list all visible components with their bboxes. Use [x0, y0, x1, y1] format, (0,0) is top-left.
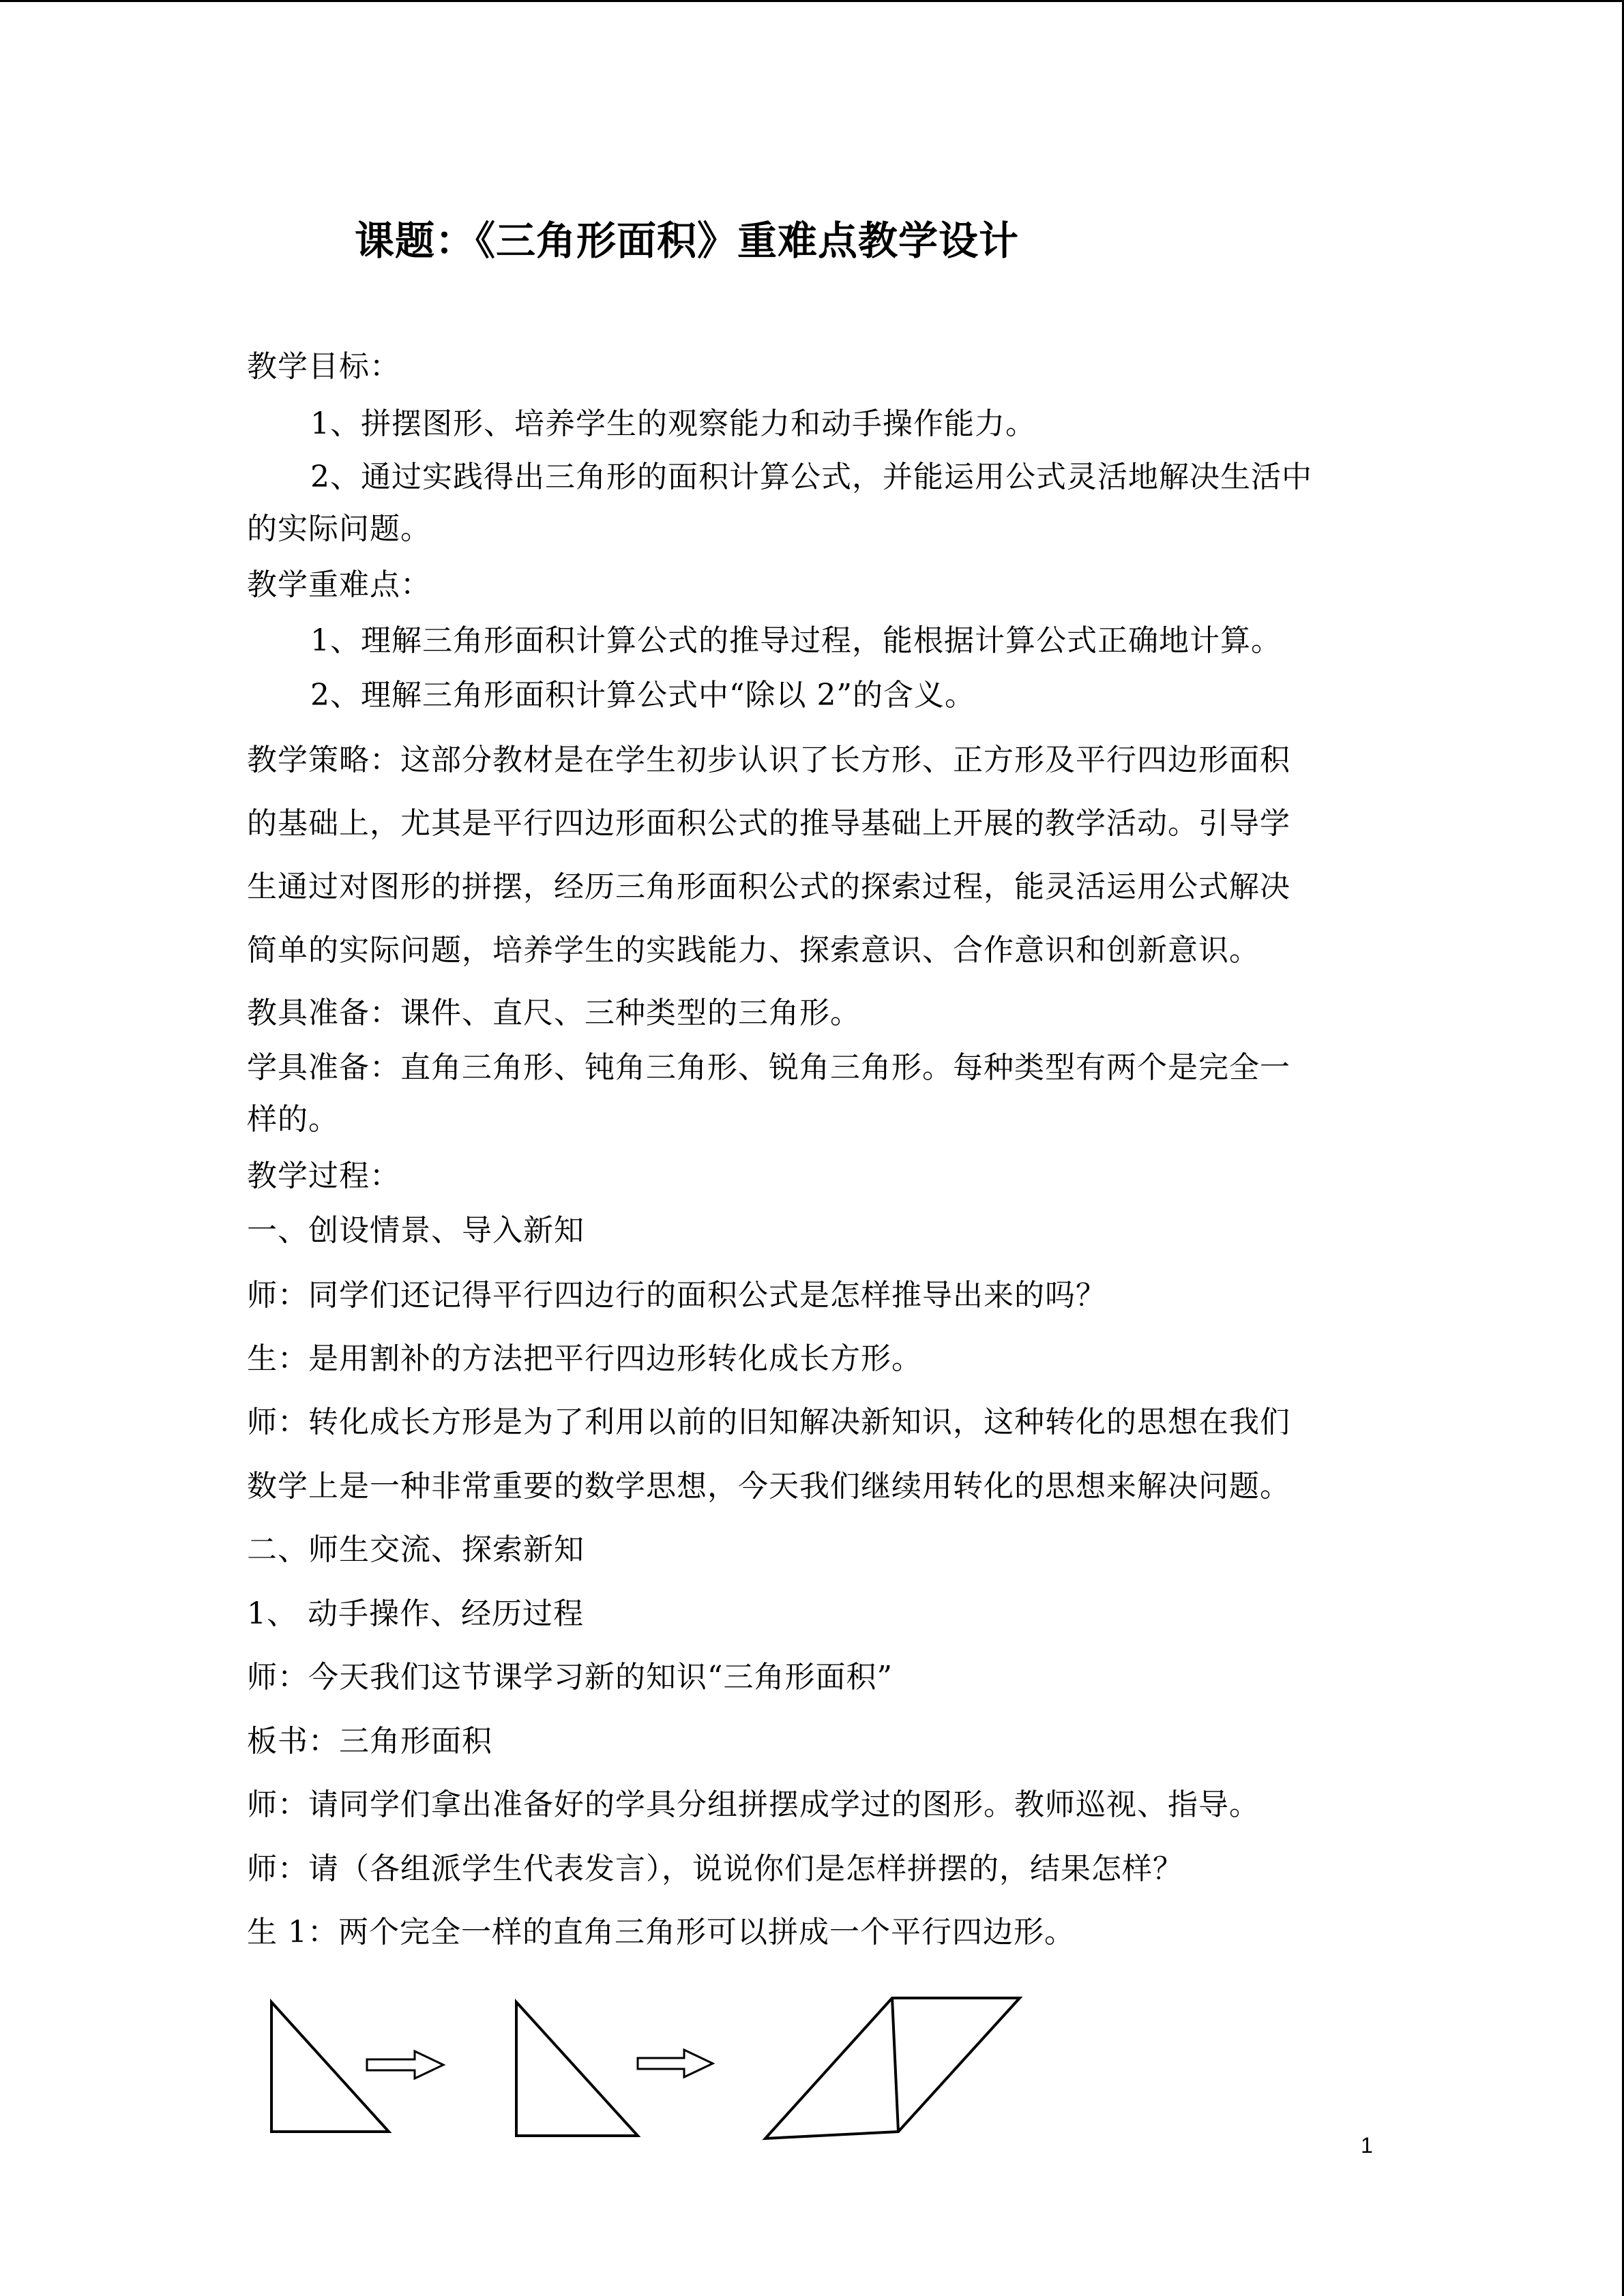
arrow-right-icon: [638, 2050, 713, 2077]
triangle-assembly-figure: [259, 1978, 1078, 2155]
dialogue-line-4: 师：今天我们这节课学习新的知识“三角形面积”: [247, 1660, 893, 1695]
keypoint-item-1: 1、理解三角形面积计算公式的推导过程，能根据计算公式正确地计算。: [310, 623, 1282, 658]
page-border-top: [0, 0, 1624, 2]
page-title: 课题：《三角形面积》重难点教学设计: [355, 218, 1020, 264]
teaching-aids: 教具准备：课件、直尺、三种类型的三角形。: [247, 996, 861, 1030]
strategy-line-2: 的基础上，尤其是平行四边形面积公式的推导基础上开展的教学活动。引导学: [247, 806, 1290, 841]
learning-aids: 学具准备：直角三角形、钝角三角形、锐角三角形。每种类型有两个是完全一: [247, 1050, 1290, 1085]
goal-item-2: 2、通过实践得出三角形的面积计算公式，并能运用公式灵活地解决生活中: [310, 460, 1312, 494]
page-number: 1: [1361, 2133, 1373, 2158]
process-step-2: 二、师生交流、探索新知: [247, 1532, 585, 1567]
dialogue-line-2: 生：是用割补的方法把平行四边形转化成长方形。: [247, 1341, 922, 1376]
parallelogram-diagonal: [892, 1998, 898, 2132]
goal-item-2-cont: 的实际问题。: [247, 511, 431, 546]
dialogue-line-6: 师：请（各组派学生代表发言），说说你们是怎样拼摆的，结果怎样？: [247, 1851, 1183, 1886]
learning-aids-cont: 样的。: [247, 1102, 339, 1137]
board-writing: 板书：三角形面积: [247, 1724, 492, 1759]
dialogue-line-5: 师：请同学们拿出准备好的学具分组拼摆成学过的图形。教师巡视、指导。: [247, 1787, 1260, 1822]
process-step-1: 一、创设情景、导入新知: [247, 1213, 585, 1248]
section-heading-keypoints: 教学重难点：: [247, 567, 431, 602]
sub-step-1: 1、 动手操作、经历过程: [247, 1596, 584, 1631]
dialogue-line-3: 师：转化成长方形是为了利用以前的旧知解决新知识，这种转化的思想在我们: [247, 1405, 1290, 1440]
dialogue-line-7: 生 1：两个完全一样的直角三角形可以拼成一个平行四边形。: [247, 1915, 1075, 1950]
arrow-right-icon: [367, 2051, 443, 2078]
dialogue-line-3-cont: 数学上是一种非常重要的数学思想，今天我们继续用转化的思想来解决问题。: [247, 1469, 1290, 1504]
right-triangle-2: [516, 2002, 638, 2136]
dialogue-line-1: 师：同学们还记得平行四边行的面积公式是怎样推导出来的吗？: [247, 1278, 1106, 1313]
goal-item-1: 1、拼摆图形、培养学生的观察能力和动手操作能力。: [310, 406, 1036, 441]
section-heading-process: 教学过程：: [247, 1159, 400, 1193]
strategy-line-4: 简单的实际问题，培养学生的实践能力、探索意识、合作意识和创新意识。: [247, 933, 1260, 968]
keypoint-item-2: 2、理解三角形面积计算公式中“除以 2”的含义。: [310, 678, 975, 713]
strategy-line-1: 教学策略：这部分教材是在学生初步认识了长方形、正方形及平行四边形面积: [247, 743, 1290, 777]
strategy-line-3: 生通过对图形的拼摆，经历三角形面积公式的探索过程，能灵活运用公式解决: [247, 869, 1290, 904]
section-heading-goals: 教学目标：: [247, 349, 400, 384]
right-triangle-1: [271, 2002, 389, 2132]
